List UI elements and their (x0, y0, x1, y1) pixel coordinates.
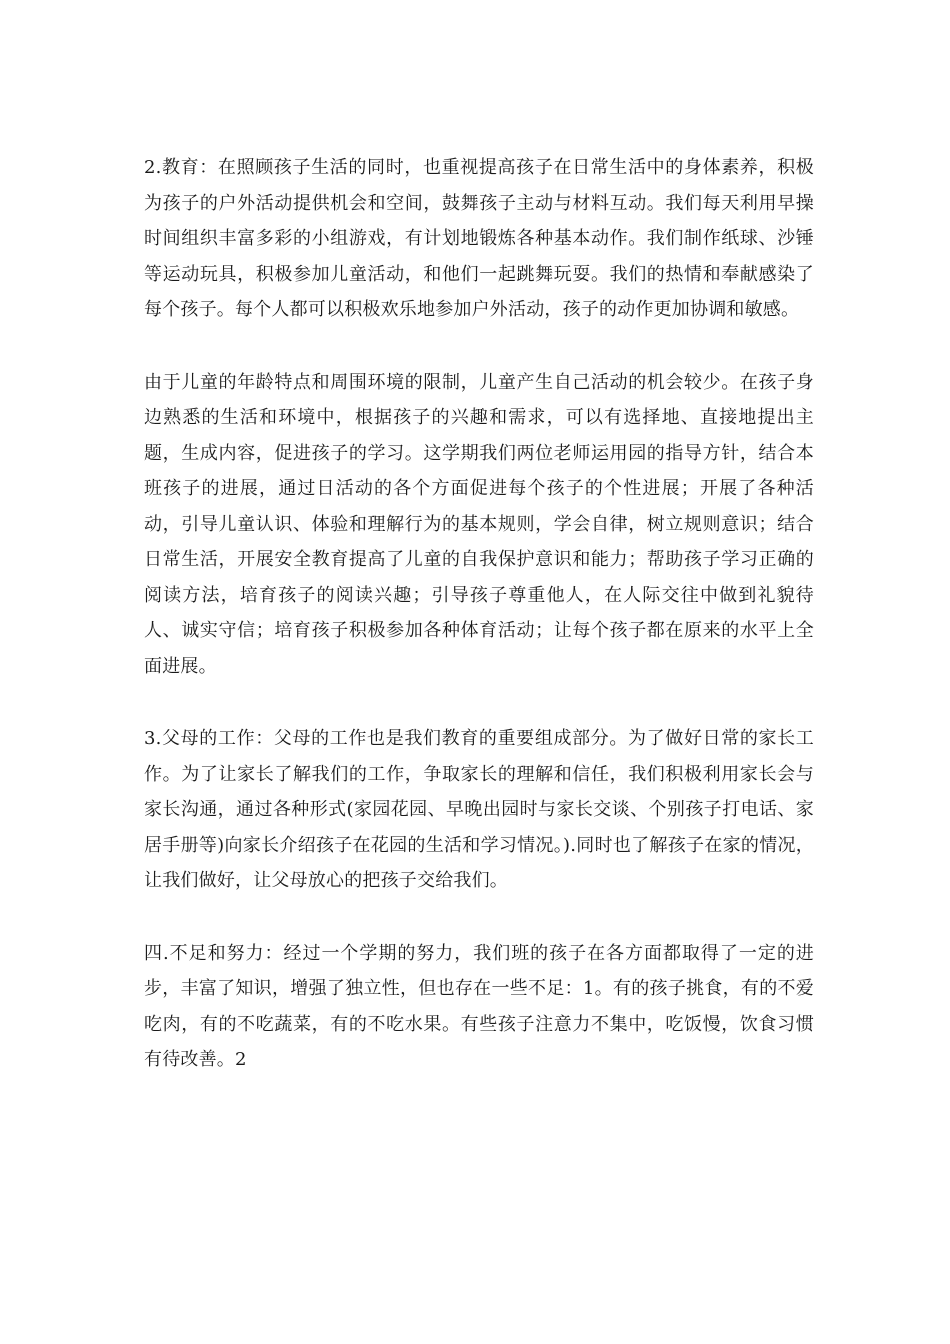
paragraph-parents-work: 3.父母的工作：父母的工作也是我们教育的重要组成部分。为了做好日常的家长工作。为了让家长了解我们的工作，争取家长的理解和信任，我们积极利用家长会与家长沟通，通过各种形式(家园花园、早晚出园时与家长交谈、个别孩子打电话、家居手册等)向家长介绍孩子在花园的生活和学习情况。).同时也了解孩子在家的情况，让我们做好，让父母放心的把孩子交给我们。 (144, 728, 814, 891)
document-body (144, 150, 814, 1078)
paragraph-shortcomings: 四.不足和努力：经过一个学期的努力，我们班的孩子在各方面都取得了一定的进步，丰富了知识，增强了独立性，但也存在一些不足：1。有的孩子挑食，有的不爱吃肉，有的不吃蔬菜，有的不吃水果。有些孩子注意力不集中，吃饭慢，饮食习惯有待改善。2 (144, 942, 814, 1070)
paragraph-education: 2.教育：在照顾孩子生活的同时，也重视提高孩子在日常生活中的身体素养，积极为孩子的户外活动提供机会和空间，鼓舞孩子主动与材料互动。我们每天利用早操时间组织丰富多彩的小组游戏，有计划地锻炼各种基本动作。我们制作纸球、沙锤等运动玩具，积极参加儿童活动，和他们一起跳舞玩耍。我们的热情和奉献感染了每个孩子。每个人都可以积极欢乐地参加户外活动，孩子的动作更加协调和敏感。 (144, 157, 814, 320)
paragraph-activities: 由于儿童的年龄特点和周围环境的限制，儿童产生自己活动的机会较少。在孩子身边熟悉的生活和环境中，根据孩子的兴趣和需求，可以有选择地、直接地提出主题，生成内容，促进孩子的学习。这学期我们两位老师运用园的指导方针，结合本班孩子的进展，通过日活动的各个方面促进每个孩子的个性进展；开展了各种活动，引导儿童认识、体验和理解行为的基本规则，学会自律，树立规则意识；结合日常生活，开展安全教育提高了儿童的自我保护意识和能力；帮助孩子学习正确的阅读方法，培育孩子的阅读兴趣；引导孩子尊重他人，在人际交往中做到礼貌待人、诚实守信；培育孩子积极参加各种体育活动；让每个孩子都在原来的水平上全面进展。 (144, 371, 814, 677)
